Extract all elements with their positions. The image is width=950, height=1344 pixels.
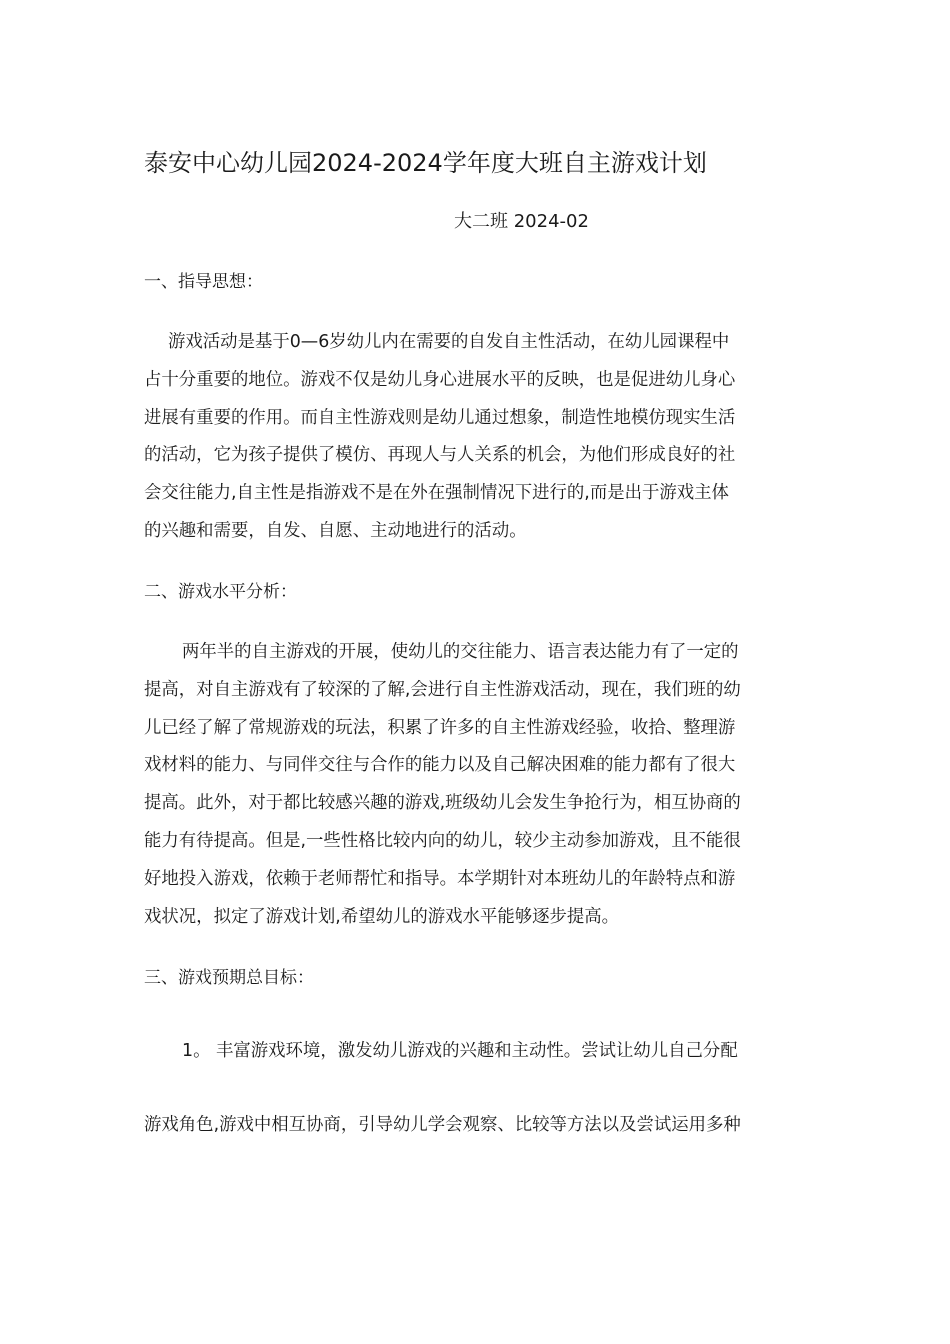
section-heading-guiding-thought: 一、指导思想： xyxy=(144,272,263,292)
paragraph-line: 提高。此外，对于都比较感兴趣的游戏,班级幼儿会发生争抢行为，相互协商的 xyxy=(144,793,741,814)
paragraph-line: 的兴趣和需要，自发、自愿、主动地进行的活动。 xyxy=(144,520,527,541)
section-heading-level-analysis: 二、游戏水平分析： xyxy=(144,582,297,602)
paragraph-line: 好地投入游戏，依赖于老师帮忙和指导。本学期针对本班幼儿的年龄特点和游 xyxy=(144,868,736,889)
paragraph-line: 进展有重要的作用。而自主性游戏则是幼儿通过想象，制造性地模仿现实生活 xyxy=(144,407,736,428)
paragraph-line: 的活动，它为孩子提供了模仿、再现人与人关系的机会，为他们形成良好的社 xyxy=(144,445,736,466)
section-paragraph-guiding-thought xyxy=(144,324,806,551)
paragraph-line: 戏状况，拟定了游戏计划,希望幼儿的游戏水平能够逐步提高。 xyxy=(144,906,620,927)
paragraph-line: 戏材料的能力、与同伴交往与合作的能力以及自己解决困难的能力都有了很大 xyxy=(144,755,736,776)
paragraph-line: 会交往能力,自主性是指游戏不是在外在强制情况下进行的,而是出于游戏主体 xyxy=(144,483,729,504)
paragraph-line: 提高，对自主游戏有了较深的了解,会进行自主性游戏活动，现在，我们班的幼 xyxy=(144,679,741,700)
paragraph-line: 游戏活动是基于0—6岁幼儿内在需要的自发自主性活动，在幼儿园课程中 xyxy=(168,332,730,352)
paragraph-line: 两年半的自主游戏的开展，使幼儿的交往能力、语言表达能力有了一定的 xyxy=(182,642,739,662)
paragraph-line: 占十分重要的地位。游戏不仅是幼儿身心进展水平的反映，也是促进幼儿身心 xyxy=(144,369,736,390)
goal-item-1-line-1: 1。 丰富游戏环境，激发幼儿游戏的兴趣和主动性。尝试让幼儿自己分配 xyxy=(182,1041,738,1061)
goal-item-1-line-2: 游戏角色,游戏中相互协商，引导幼儿学会观察、比较等方法以及尝试运用多种 xyxy=(144,1115,741,1135)
paragraph-line: 儿已经了解了常规游戏的玩法，积累了许多的自主性游戏经验，收拾、整理游 xyxy=(144,717,736,738)
document-title: 泰安中心幼儿园2024-2024学年度大班自主游戏计划 xyxy=(144,149,707,177)
section-heading-overall-goals: 三、游戏预期总目标： xyxy=(144,968,314,988)
document-subtitle: 大二班 2024-02 xyxy=(454,211,589,232)
section-paragraph-level-analysis xyxy=(144,634,806,936)
paragraph-line: 能力有待提高。但是,一些性格比较内向的幼儿，较少主动参加游戏，且不能很 xyxy=(144,830,741,851)
